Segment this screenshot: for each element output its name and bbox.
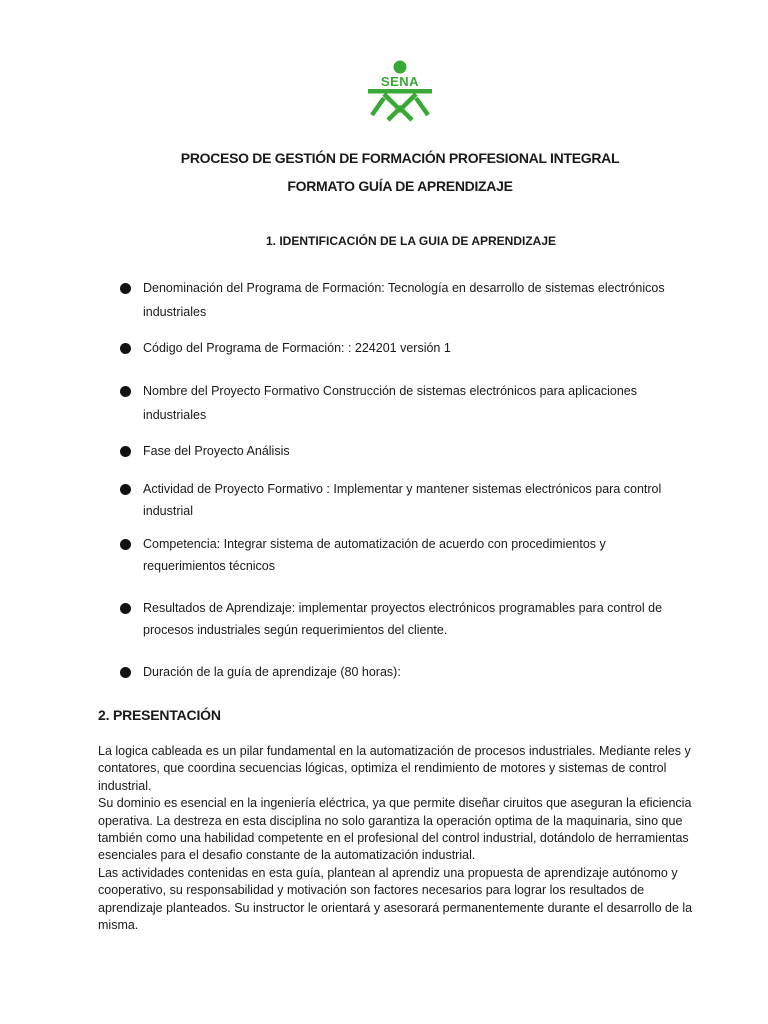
bullet-icon — [120, 446, 131, 457]
list-item-text: Nombre del Proyecto Formativo Construcción de sistemas electrónicos para aplicaciones industriales — [143, 384, 637, 422]
list-item-text: Fase del Proyecto Análisis — [143, 444, 290, 458]
section-1-heading: 1. IDENTIFICACIÓN DE LA GUIA DE APRENDIZAJE — [265, 234, 557, 248]
bullet-icon — [120, 283, 131, 294]
list-item — [120, 440, 680, 462]
list-item — [120, 533, 680, 577]
list-item — [120, 276, 680, 324]
paragraph: Las actividades contenidas en esta guía, plantean al aprendiz una propuesta de aprendizaje autónomo y cooperativo, su responsabilidad y motivación son factores necesarios para lograr los resultados de aprendizaje planteados. Su instructor le orientará y asesorará permanentemente durante el desarrollo de la misma. — [98, 865, 693, 933]
list-item-text: Denominación del Programa de Formación: Tecnología en desarrollo de sistemas electrónicos industriales — [143, 281, 665, 319]
list-item — [120, 478, 680, 522]
list-item — [120, 597, 680, 641]
bullet-icon — [120, 603, 131, 614]
bullet-icon — [120, 667, 131, 678]
presentation-text — [98, 743, 708, 934]
list-item — [120, 661, 680, 683]
bullet-icon — [120, 484, 131, 495]
list-item-text: Duración de la guía de aprendizaje (80 horas): — [143, 665, 401, 679]
document-title: PROCESO DE GESTIÓN DE FORMACIÓN PROFESIONAL INTEGRAL — [180, 150, 620, 166]
paragraph: La logica cableada es un pilar fundamental en la automatización de procesos industriales. Mediante reles y contatores, que coordina secuencias lógicas, optimiza el rendimiento de motores y sistemas de control industrial. — [98, 744, 691, 793]
list-item-text: Resultados de Aprendizaje: implementar proyectos electrónicos programables para control de procesos industriales según requerimientos del cliente. — [143, 601, 663, 637]
sena-logo — [366, 60, 434, 122]
document-subtitle: FORMATO GUÍA DE APRENDIZAJE — [287, 178, 513, 194]
section-2-heading: 2. PRESENTACIÓN — [98, 707, 221, 723]
list-item-text: Competencia: Integrar sistema de automatización de acuerdo con procedimientos y requerimientos técnicos — [143, 537, 606, 573]
bullet-icon — [120, 539, 131, 550]
bullet-icon — [120, 386, 131, 397]
bullet-icon — [120, 343, 131, 354]
list-item — [120, 379, 680, 427]
list-item-text: Actividad de Proyecto Formativo : Implementar y mantener sistemas electrónicos para control industrial — [143, 482, 662, 518]
paragraph: Su dominio es esencial en la ingeniería eléctrica, ya que permite diseñar ciruitos que aseguran la eficiencia operativa. La destreza en esta disciplina no solo garantiza la operación optima de la maquinaria, sino que también como una habilidad competente en el profesional del control industrial, dotándolo de herramientas esenciales para el desafio constante de la automatización industrial. — [98, 796, 692, 863]
list-item-text: Código del Programa de Formación: : 224201 versión 1 — [143, 341, 451, 355]
sena-logo-text: SENA — [380, 74, 420, 89]
list-item — [120, 337, 680, 359]
